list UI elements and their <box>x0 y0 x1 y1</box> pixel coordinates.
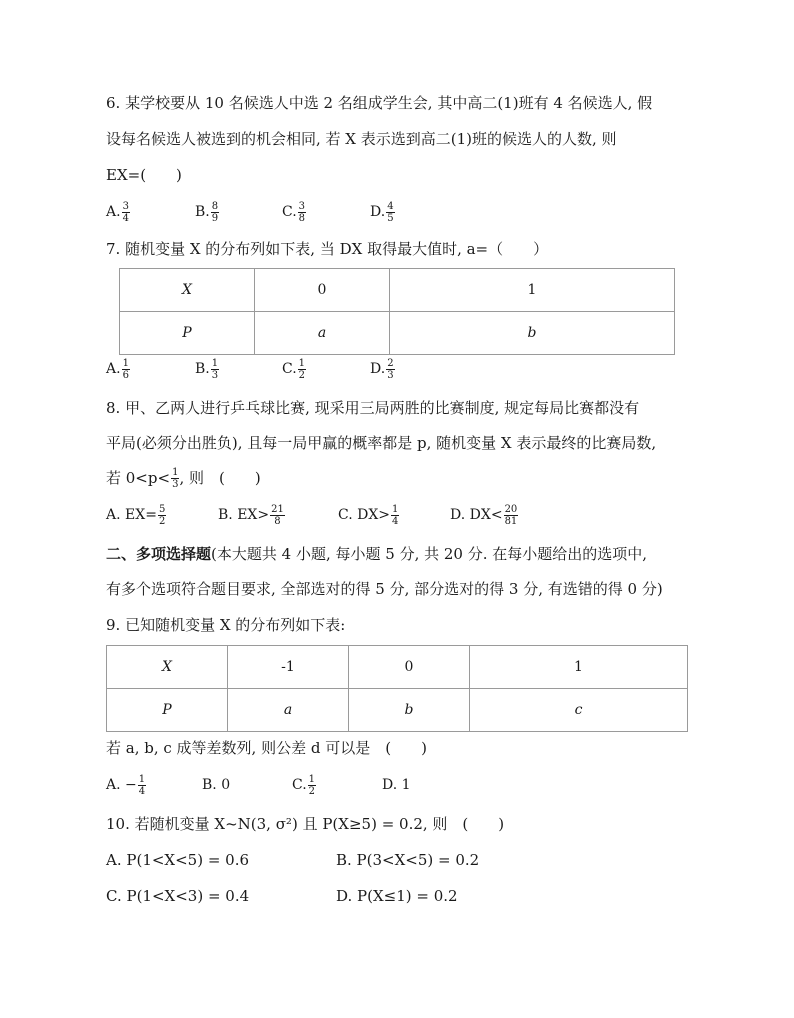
q9-distribution-table <box>106 645 688 732</box>
table-cell: 1 <box>390 269 675 312</box>
table-cell: c <box>470 689 688 732</box>
q9-option-b: B. 0 <box>202 777 231 793</box>
q9-line1: 9. 已知随机变量 X 的分布列如下表: <box>106 616 346 634</box>
q8-line1: 8. 甲、乙两人进行乒乓球比赛, 现采用三局两胜的比赛制度, 规定每局比赛都没有 <box>106 399 640 417</box>
q9-option-d: D. 1 <box>382 777 411 793</box>
table-cell: 0 <box>255 269 390 312</box>
table-cell: b <box>390 312 675 355</box>
section2-desc1: (本大题共 4 小题, 每小题 5 分, 共 20 分. 在每小题给出的选项中, <box>211 545 648 563</box>
section2-heading-line <box>106 543 647 565</box>
table-cell: b <box>349 689 470 732</box>
table-cell: 0 <box>349 646 470 689</box>
table-cell: P <box>120 312 255 355</box>
q6-line2: 设每名候选人被选到的机会相同, 若 X 表示选到高二(1)班的候选人的人数, 则 <box>106 130 617 148</box>
q9-option-c: C. $\frac{1}{2}$ <box>292 773 316 797</box>
q10-option-d: D. P(X≤1) = 0.2 <box>336 887 458 905</box>
q7-option-c: C. $\frac{1}{2}$ <box>282 357 306 381</box>
table-row <box>107 689 688 732</box>
table-cell: a <box>255 312 390 355</box>
table-row <box>120 312 675 355</box>
q8-option-a: A. EX= $\frac{5}{2}$ <box>106 503 166 527</box>
q7-option-a: A. $\frac{1}{6}$ <box>106 357 129 381</box>
section2-desc2: 有多个选项符合题目要求, 全部选对的得 5 分, 部分选对的得 3 分, 有选错的得 0 分) <box>106 580 663 598</box>
q10-options-row2 <box>106 885 458 907</box>
q7-distribution-table <box>119 268 675 355</box>
q10-options-row1 <box>106 849 480 871</box>
table-row <box>107 646 688 689</box>
q10-option-c: C. P(1<X<3) = 0.4 <box>106 887 250 905</box>
q6-option-b: B. $\frac{8}{9}$ <box>195 200 219 224</box>
q10-line1: 10. 若随机变量 X~N(3, σ²) 且 P(X≥5) = 0.2, 则 ( ) <box>106 815 505 833</box>
q10-option-b: B. P(3<X<5) = 0.2 <box>336 851 480 869</box>
section2-title: 二、多项选择题 <box>106 545 212 563</box>
q6-line1: 6. 某学校要从 10 名候选人中选 2 名组成学生会, 其中高二(1)班有 4 名候选人, 假 <box>106 94 653 112</box>
table-cell: 1 <box>470 646 688 689</box>
q9-option-a: A. − $\frac{1}{4}$ <box>106 773 146 797</box>
q8-line3: 若 0<p< $\frac{1}{3}$ , 则 ( ) <box>106 466 261 490</box>
q6-line3: EX=( ) <box>106 166 182 184</box>
q9-line2: 若 a, b, c 成等差数列, 则公差 d 可以是 ( ) <box>106 739 427 757</box>
table-cell: P <box>107 689 228 732</box>
q8-option-b: B. EX> $\frac{21}{8}$ <box>218 503 284 527</box>
q8-option-c: C. DX> $\frac{1}{4}$ <box>338 503 399 527</box>
table-row <box>120 269 675 312</box>
table-cell: a <box>228 689 349 732</box>
q8-option-d: D. DX< $\frac{20}{81}$ <box>450 503 518 527</box>
q10-option-a: A. P(1<X<5) = 0.6 <box>106 851 250 869</box>
q7-option-b: B. $\frac{1}{3}$ <box>195 357 219 381</box>
q8-line2: 平局(必须分出胜负), 且每一局甲赢的概率都是 p, 随机变量 X 表示最终的比赛局数, <box>106 434 657 452</box>
table-cell: X <box>107 646 228 689</box>
table-cell: -1 <box>228 646 349 689</box>
table-cell: X <box>120 269 255 312</box>
q6-option-d: D. $\frac{4}{5}$ <box>370 200 394 224</box>
q6-option-c: C. $\frac{3}{8}$ <box>282 200 306 224</box>
q7-line1: 7. 随机变量 X 的分布列如下表, 当 DX 取得最大值时, a=（ ） <box>106 240 549 258</box>
q6-option-a: A. $\frac{3}{4}$ <box>106 200 129 224</box>
q7-option-d: D. $\frac{2}{3}$ <box>370 357 394 381</box>
